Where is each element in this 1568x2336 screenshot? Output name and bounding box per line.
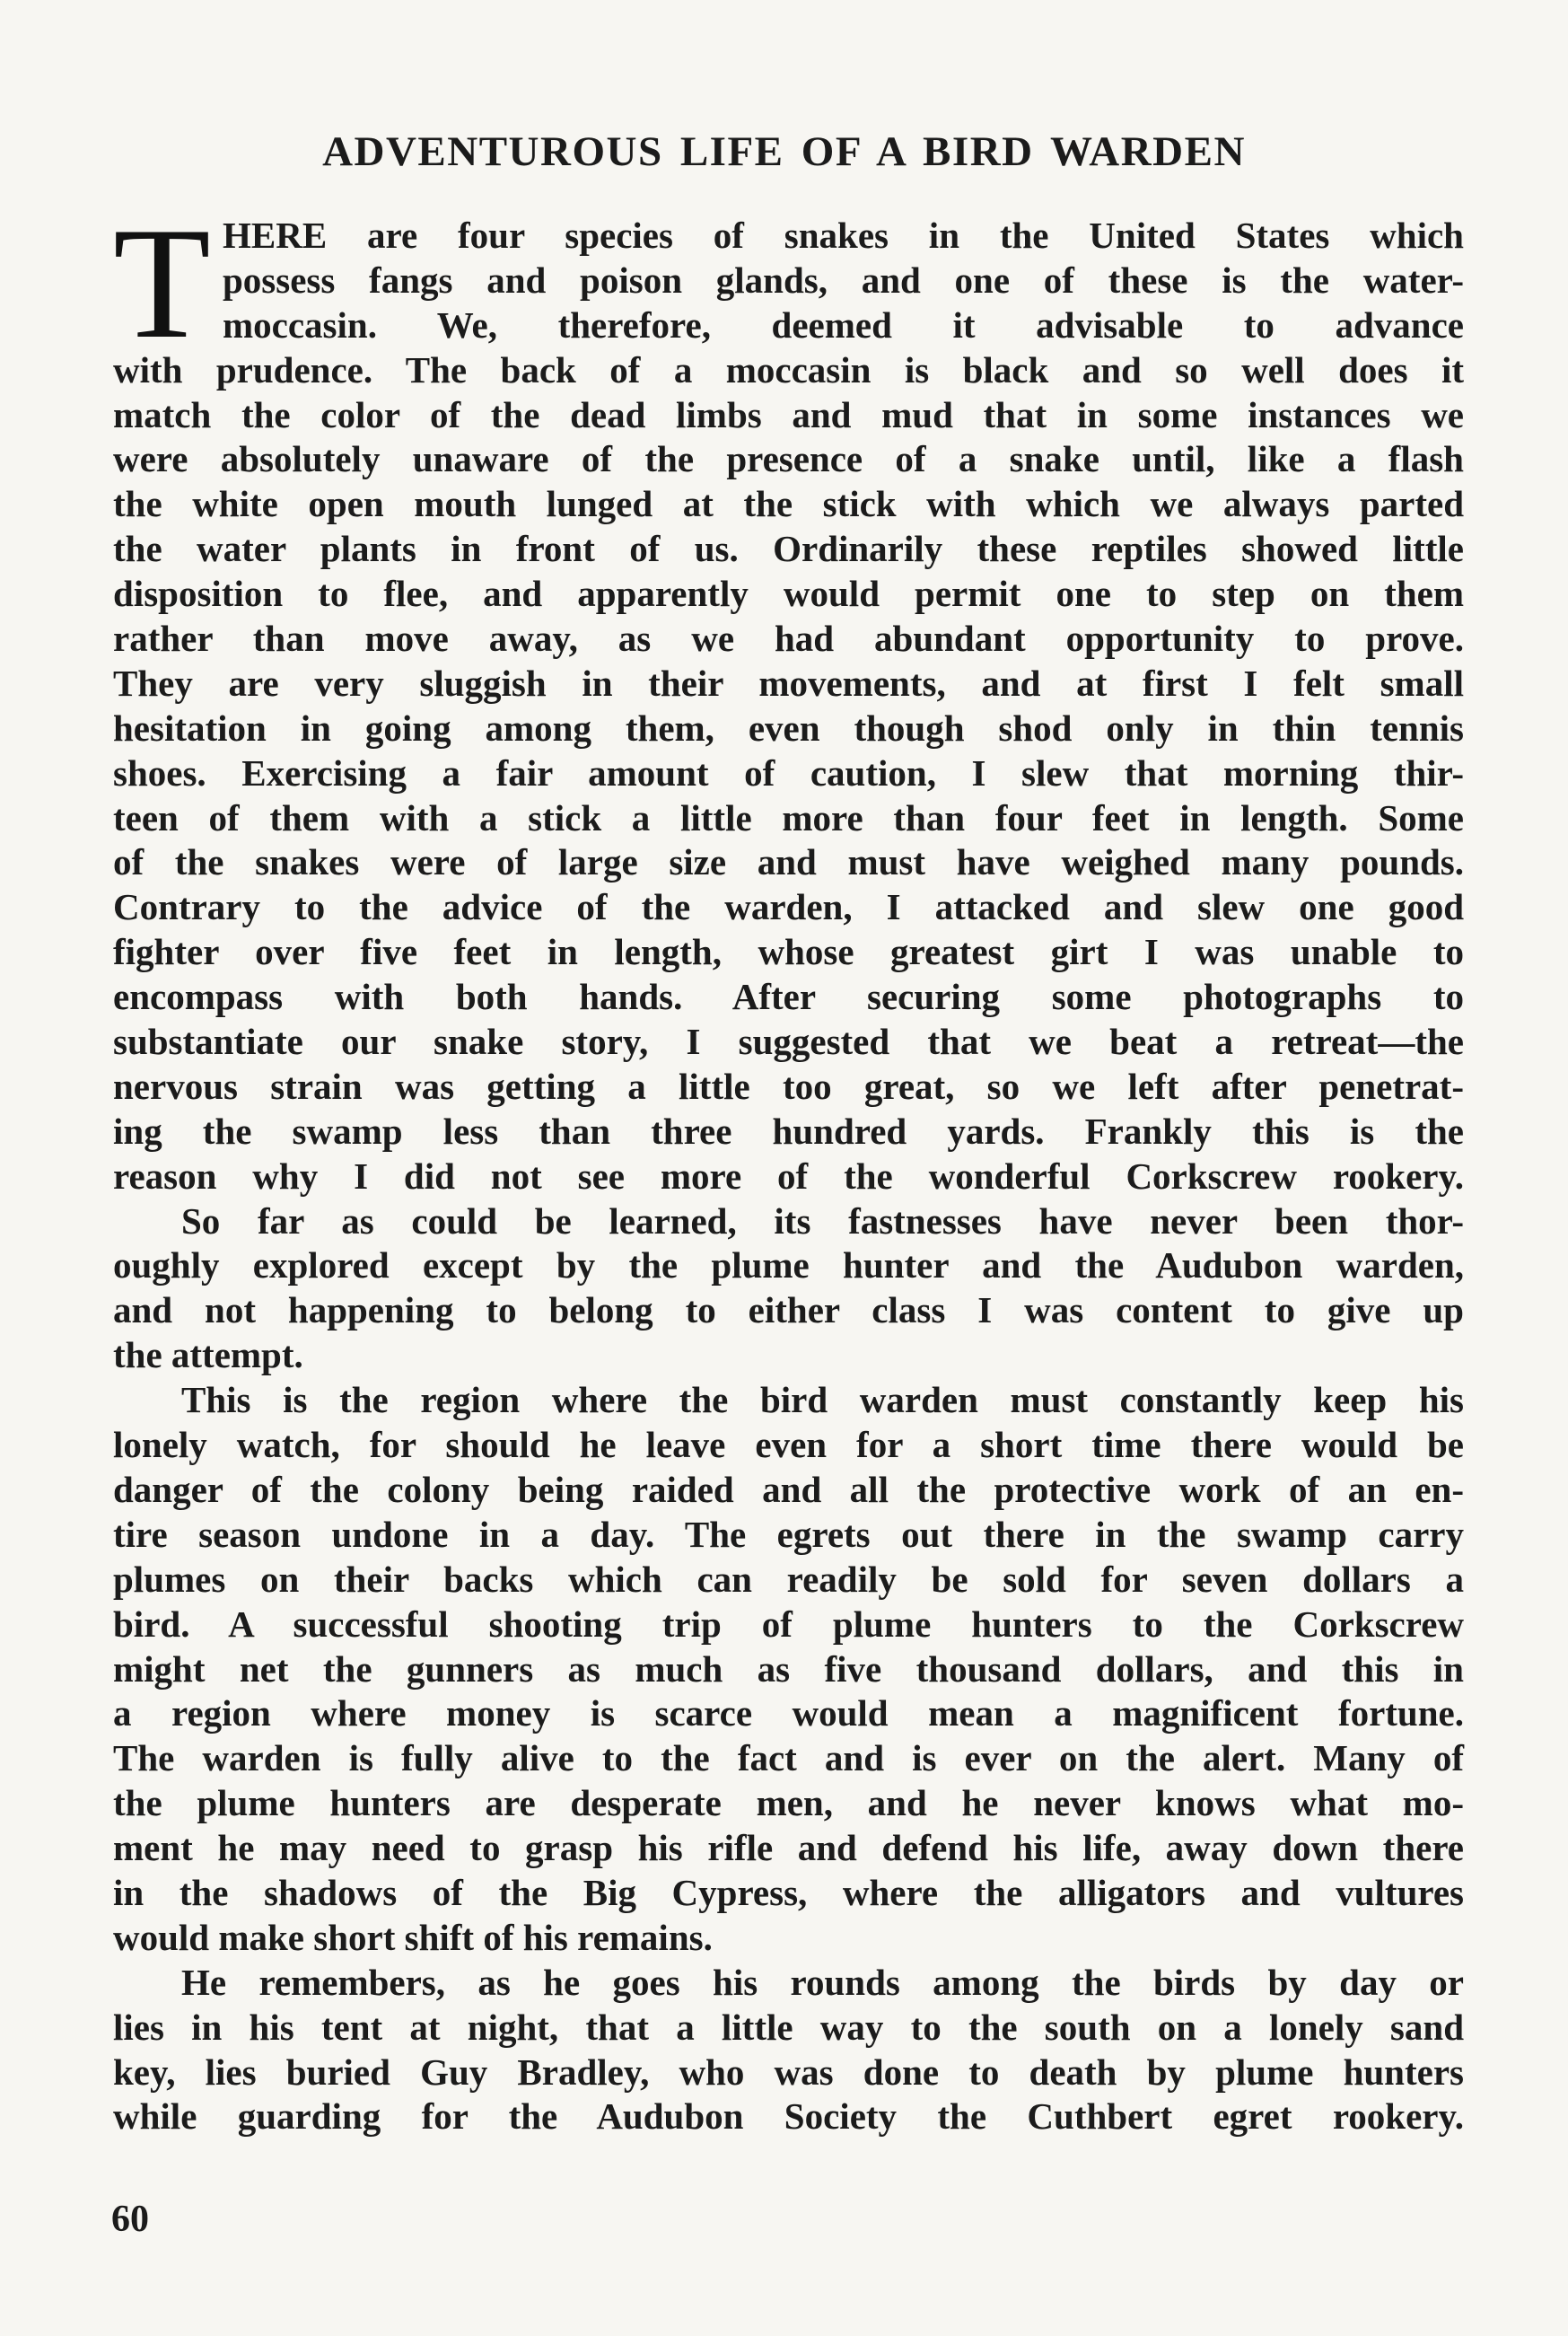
text-line: bird. A successful shooting trip of plume hunters to the Corkscrew: [113, 1603, 1464, 1645]
text-line: a region where money is scarce would mean a magnificent fortune.: [113, 1692, 1464, 1734]
text-line: match the color of the dead limbs and mud that in some instances we: [113, 393, 1464, 435]
text-line: He remembers, as he goes his rounds among the birds by day or: [181, 1961, 1464, 2003]
text-line: moccasin. We, therefore, deemed it advisable to advance: [223, 303, 1464, 346]
text-line: HERE are four species of snakes in the United States which: [223, 215, 1464, 256]
text-line: rather than move away, as we had abundant opportunity to prove.: [113, 618, 1464, 660]
text-line: in the shadows of the Big Cypress, where the alligators and vultures: [113, 1871, 1464, 1913]
text-line: ing the swamp less than three hundred yards. Frankly this is the: [113, 1110, 1464, 1152]
text-line: teen of them with a stick a little more than four feet in length. Some: [113, 796, 1464, 839]
text-line: lonely watch, for should he leave even for a short time there would be: [113, 1424, 1464, 1466]
text-line: of the snakes were of large size and must have weighed many pounds.: [113, 841, 1464, 883]
text-line: ment he may need to grasp his rifle and defend his life, away down there: [113, 1827, 1464, 1869]
text-line: lies in his tent at night, that a little way to the south on a lonely sand: [113, 2006, 1464, 2048]
page-heading: ADVENTUROUS LIFE OF A BIRD WARDEN: [322, 128, 1246, 175]
text-line: hesitation in going among them, even though shod only in thin tennis: [113, 707, 1464, 749]
text-line: tire season undone in a day. The egrets out there in the swamp carry: [113, 1513, 1464, 1555]
text-line: the white open mouth lunged at the stick with which we always parted: [113, 483, 1464, 525]
text-line: the plume hunters are desperate men, and he never knows what mo-: [113, 1782, 1464, 1824]
text-line: They are very sluggish in their movements, and at first I felt small: [113, 662, 1464, 704]
text-line: would make short shift of his remains.: [113, 1916, 713, 1958]
text-line: were absolutely unaware of the presence of a snake until, like a flash: [113, 438, 1464, 480]
text-line: This is the region where the bird warden must constantly keep his: [181, 1379, 1464, 1421]
text-line: the water plants in front of us. Ordinarily these reptiles showed little: [113, 528, 1464, 570]
body-text: [113, 194, 1464, 2139]
text-line: danger of the colony being raided and all the protective work of an en-: [113, 1468, 1464, 1510]
text-line: and not happening to belong to either class I was content to give up: [113, 1289, 1464, 1331]
text-line: the attempt.: [113, 1334, 303, 1376]
text-line: shoes. Exercising a fair amount of caution, I slew that morning thir-: [113, 751, 1464, 794]
text-line: with prudence. The back of a moccasin is black and so well does it: [113, 348, 1464, 391]
text-line: fighter over five feet in length, whose greatest girt I was unable to: [113, 931, 1464, 973]
text-line: encompass with both hands. After securing some photographs to: [113, 976, 1464, 1018]
text-line: Contrary to the advice of the warden, I attacked and slew one good: [113, 886, 1464, 928]
text-line: while guarding for the Audubon Society the Cuthbert egret rookery.: [113, 2095, 1464, 2138]
page-number: 60: [111, 2199, 149, 2240]
text-line: substantiate our snake story, I suggested that we beat a retreat—the: [113, 1021, 1464, 1063]
text-line: reason why I did not see more of the wonderful Corkscrew rookery.: [113, 1155, 1464, 1197]
text-line: nervous strain was getting a little too great, so we left after penetrat-: [113, 1065, 1464, 1107]
drop-cap: T: [113, 194, 211, 372]
text-line: possess fangs and poison glands, and one of these is the water-: [223, 259, 1464, 301]
text-line: key, lies buried Guy Bradley, who was done to death by plume hunters: [113, 2051, 1464, 2093]
text-line: oughly explored except by the plume hunter and the Audubon warden,: [113, 1244, 1464, 1287]
text-line: So far as could be learned, its fastnesses have never been thor-: [181, 1199, 1464, 1242]
text-line: disposition to flee, and apparently would permit one to step on them: [113, 573, 1464, 615]
text-line: plumes on their backs which can readily be sold for seven dollars a: [113, 1558, 1464, 1600]
text-line: might net the gunners as much as five thousand dollars, and this in: [113, 1647, 1464, 1690]
text-line: The warden is fully alive to the fact and is ever on the alert. Many of: [113, 1737, 1464, 1779]
